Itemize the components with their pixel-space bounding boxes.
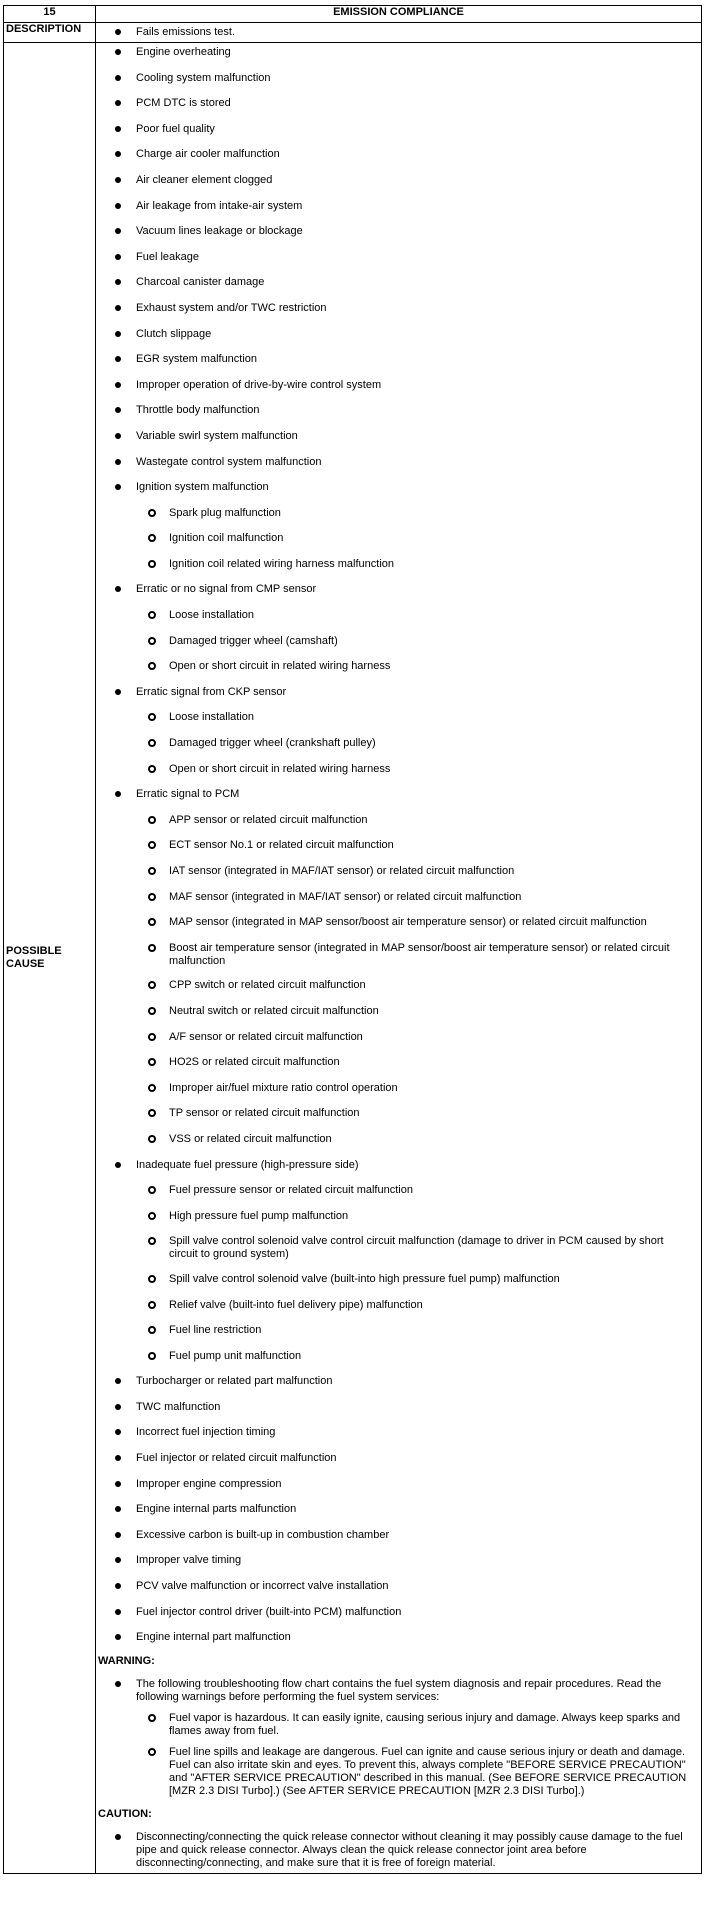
cause-sub-item: CPP switch or related circuit malfunction — [96, 979, 701, 993]
cause-item: Air cleaner element clogged — [96, 174, 701, 188]
cause-item: Fuel leakage — [96, 251, 701, 265]
cause-item: Air leakage from intake-air system — [96, 200, 701, 214]
caution-heading: CAUTION: — [98, 1808, 152, 1821]
cause-item: Improper valve timing — [96, 1554, 701, 1568]
cause-item: Clutch slippage — [96, 328, 701, 342]
cause-sub-item: Spill valve control solenoid valve (built-into high pressure fuel pump) malfunction — [96, 1273, 701, 1287]
possible-cause-label — [4, 43, 96, 1874]
cause-item: Fuel injector or related circuit malfunction — [96, 1452, 701, 1466]
table-title: EMISSION COMPLIANCE — [96, 6, 702, 23]
cause-item: PCM DTC is stored — [96, 97, 701, 111]
cause-sub-item: Fuel line restriction — [96, 1324, 701, 1338]
cause-item: Erratic signal from CKP sensor — [96, 686, 701, 700]
cause-sub-item: Improper air/fuel mixture ratio control operation — [96, 1082, 701, 1096]
cause-sub-item: Boost air temperature sensor (integrated in MAP sensor/boost air temperature sensor) or related circuit malfunction — [96, 942, 701, 968]
cause-item: TWC malfunction — [96, 1401, 701, 1415]
cause-item: Turbocharger or related part malfunction — [96, 1375, 701, 1389]
cause-sub-item: Ignition coil malfunction — [96, 532, 701, 546]
cause-sub-item: Fuel pressure sensor or related circuit malfunction — [96, 1184, 701, 1198]
cause-sub-item: Loose installation — [96, 711, 701, 725]
cause-item: Improper operation of drive-by-wire control system — [96, 379, 701, 393]
cause-list — [96, 46, 701, 1645]
cause-item: EGR system malfunction — [96, 353, 701, 367]
cause-item: Engine internal part malfunction — [96, 1631, 701, 1645]
cause-sub-item: A/F sensor or related circuit malfunction — [96, 1031, 701, 1045]
emission-compliance-table — [3, 5, 702, 1874]
cause-sub-item: TP sensor or related circuit malfunction — [96, 1107, 701, 1121]
cause-item: Erratic signal to PCM — [96, 788, 701, 802]
description-text: Fails emissions test. — [96, 23, 701, 39]
cause-sub-item: ECT sensor No.1 or related circuit malfunction — [96, 839, 701, 853]
cause-sub-item: Spill valve control solenoid valve control circuit malfunction (damage to driver in PCM caused by short circuit to ground system) — [96, 1235, 701, 1261]
possible-cause-row — [4, 43, 702, 1874]
table-header-row — [4, 6, 702, 23]
cause-sub-item: MAP sensor (integrated in MAP sensor/boost air temperature sensor) or related circuit malfunction — [96, 916, 701, 930]
cause-item: PCV valve malfunction or incorrect valve installation — [96, 1580, 701, 1594]
warning-fuel-vapor: Fuel vapor is hazardous. It can easily ignite, causing serious injury and damage. Always keep sparks and flames away from fuel. — [96, 1712, 701, 1738]
cause-sub-item: Damaged trigger wheel (crankshaft pulley) — [96, 737, 701, 751]
warning-list — [96, 1678, 701, 1798]
cause-sub-item: Relief valve (built-into fuel delivery pipe) malfunction — [96, 1299, 701, 1313]
cause-item: Improper engine compression — [96, 1478, 701, 1492]
cause-item: Throttle body malfunction — [96, 404, 701, 418]
troubleshooting-number: 15 — [4, 6, 96, 23]
possible-cause-label-line1: POSSIBLE — [6, 945, 62, 958]
cause-sub-item: VSS or related circuit malfunction — [96, 1133, 701, 1147]
cause-item: Incorrect fuel injection timing — [96, 1426, 701, 1440]
cause-item: Charge air cooler malfunction — [96, 148, 701, 162]
cause-sub-item: Open or short circuit in related wiring harness — [96, 763, 701, 777]
cause-item: Fuel injector control driver (built-into PCM) malfunction — [96, 1606, 701, 1620]
cause-item: Erratic or no signal from CMP sensor — [96, 583, 701, 597]
possible-cause-cell — [96, 43, 702, 1874]
cause-sub-item: High pressure fuel pump malfunction — [96, 1210, 701, 1224]
cause-item: Ignition system malfunction — [96, 481, 701, 495]
cause-sub-item: Open or short circuit in related wiring harness — [96, 660, 701, 674]
cause-item: Wastegate control system malfunction — [96, 456, 701, 470]
description-label: DESCRIPTION — [4, 23, 96, 43]
cause-item: Vacuum lines leakage or blockage — [96, 225, 701, 239]
caution-list — [96, 1831, 701, 1873]
cause-sub-item: MAF sensor (integrated in MAF/IAT sensor) or related circuit malfunction — [96, 891, 701, 905]
cause-sub-item: Ignition coil related wiring harness malfunction — [96, 558, 701, 572]
cause-item: Inadequate fuel pressure (high-pressure side) — [96, 1159, 701, 1173]
caution-text: Disconnecting/connecting the quick release connector without cleaning it may possibly cause damage to the fuel pipe and quick release connector. Always clean the quick release connector joint area before disconnecting/connecting, and make sure that it is free of foreign material. — [96, 1831, 701, 1870]
warning-heading: WARNING: — [98, 1655, 155, 1668]
cause-item: Cooling system malfunction — [96, 72, 701, 86]
cause-sub-item: APP sensor or related circuit malfunction — [96, 814, 701, 828]
cause-item: Engine internal parts malfunction — [96, 1503, 701, 1517]
description-cell — [96, 23, 702, 43]
possible-cause-label-line2: CAUSE — [6, 958, 45, 971]
cause-sub-item: IAT sensor (integrated in MAF/IAT sensor) or related circuit malfunction — [96, 865, 701, 879]
cause-item: Exhaust system and/or TWC restriction — [96, 302, 701, 316]
cause-item: Engine overheating — [96, 46, 701, 60]
description-row — [4, 23, 702, 43]
cause-item: Poor fuel quality — [96, 123, 701, 137]
cause-sub-item: Damaged trigger wheel (camshaft) — [96, 635, 701, 649]
cause-sub-item: Neutral switch or related circuit malfunction — [96, 1005, 701, 1019]
warning-fuel-line-spills: Fuel line spills and leakage are dangerous. Fuel can ignite and cause serious injury or death and damage. Fuel can also irritate skin and eyes. To prevent this, always complete "BEFORE SERVICE PRECAUTION" and "AFTER SERVICE PRECAUTION" described in this manual. (See BEFORE SERVICE PRECAUTION [MZR 2.3 DISI Turbo].) (See AFTER SERVICE PRECAUTION [MZR 2.3 DISI Turbo].) — [96, 1746, 701, 1798]
cause-sub-item: HO2S or related circuit malfunction — [96, 1056, 701, 1070]
cause-sub-item: Loose installation — [96, 609, 701, 623]
warning-intro: The following troubleshooting flow chart contains the fuel system diagnosis and repair procedures. Read the following warnings before performing the fuel system services: — [96, 1678, 701, 1704]
cause-sub-item: Fuel pump unit malfunction — [96, 1350, 701, 1364]
cause-item: Excessive carbon is built-up in combustion chamber — [96, 1529, 701, 1543]
cause-sub-item: Spark plug malfunction — [96, 507, 701, 521]
cause-item: Charcoal canister damage — [96, 276, 701, 290]
cause-item: Variable swirl system malfunction — [96, 430, 701, 444]
